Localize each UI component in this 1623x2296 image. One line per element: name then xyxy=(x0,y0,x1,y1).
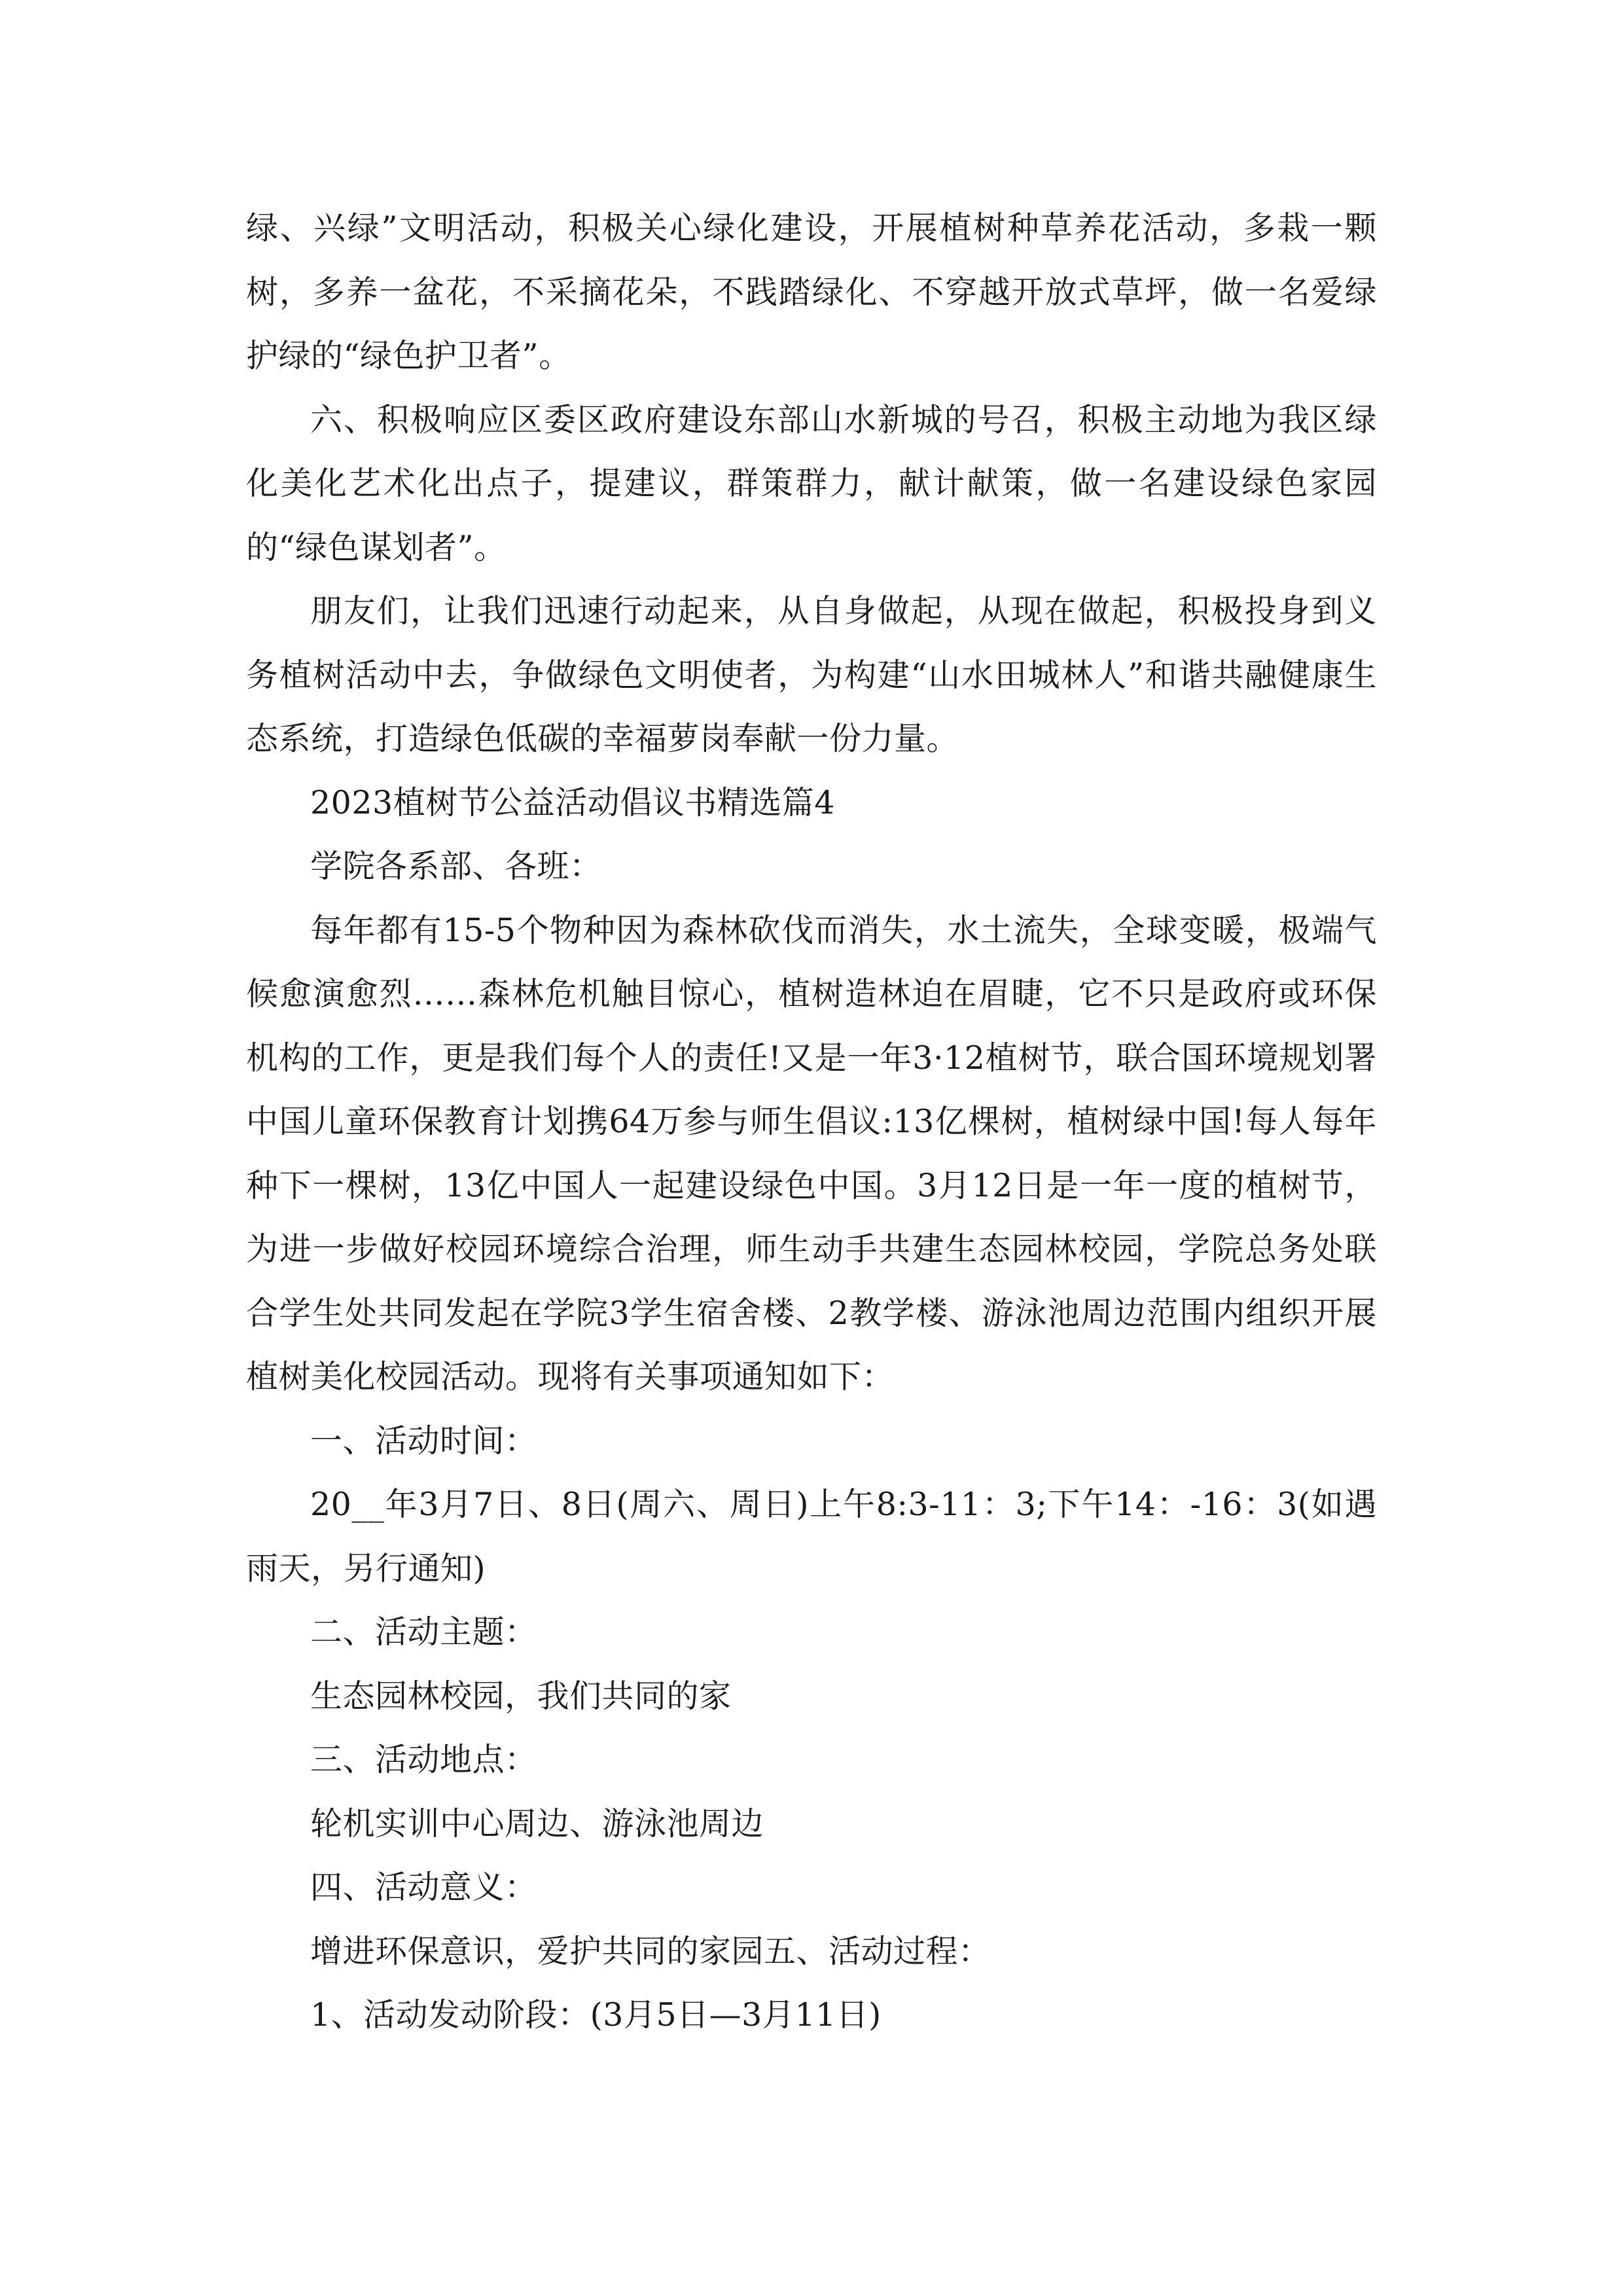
salutation: 学院各系部、各班： xyxy=(310,848,602,885)
section-heading: 2023植树节公益活动倡议书精选篇4 xyxy=(310,783,835,821)
paragraph-body: 每年都有15-5个物种因为森林砍伐而消失，水土流失，全球变暖，极端气候愈演愈烈……森林危机触目惊心，植树造林迫在眉睫，它不只是政府或环保机构的工作，更是我们每个人的责任!又是一年3·12植树节，联合国环境规划署中国儿童环保教育计划携64万参与师生倡议:13亿棵树，植树绿中国!每人每年种下一棵树，13亿中国人一起建设绿色中国。3月12日是一年一度的植树节，为进一步做好校园环境综合治理，师生动手共建生态园林校园，学院总务处联合学生处共同发起在学院3学生宿舍楼、2教学楼、游泳池周边范围内组织开展植树美化校园活动。现将有关事项通知如下： xyxy=(246,911,1377,1395)
item-value-time: 20__年3月7日、8日(周六、周日)上午8:3-11：3;下午14：-16：3(如遇雨天，另行通知) xyxy=(246,1486,1377,1587)
item-value-significance: 增进环保意识，爱护共同的家园五、活动过程： xyxy=(310,1932,991,1970)
document-page xyxy=(246,196,1377,2047)
item-value-location: 轮机实训中心周边、游泳池周边 xyxy=(310,1804,764,1842)
paragraph-2: 六、积极响应区委区政府建设东部山水新城的号召，积极主动地为我区绿化美化艺术化出点子，提建议，群策群力，献计献策，做一名建设绿色家园的“绿色谋划者”。 xyxy=(246,401,1377,566)
item-stage-1: 1、活动发动阶段：(3月5日—3月11日) xyxy=(310,1996,882,2034)
paragraph-1: 绿、兴绿”文明活动，积极关心绿化建设，开展植树种草养花活动，多栽一颗树，多养一盆花，不采摘花朵，不践踏绿化、不穿越开放式草坪，做一名爱绿护绿的“绿色护卫者”。 xyxy=(246,209,1377,374)
item-heading-time: 一、活动时间： xyxy=(310,1422,537,1460)
item-heading-significance: 四、活动意义： xyxy=(310,1869,537,1906)
item-value-theme: 生态园林校园，我们共同的家 xyxy=(310,1677,732,1715)
item-heading-theme: 二、活动主题： xyxy=(310,1613,537,1651)
paragraph-3: 朋友们，让我们迅速行动起来，从自身做起，从现在做起，积极投身到义务植树活动中去，争做绿色文明使者，为构建“山水田城林人”和谐共融健康生态系统，打造绿色低碳的幸福萝岗奉献一份力量。 xyxy=(246,592,1377,757)
item-heading-location: 三、活动地点： xyxy=(310,1741,537,1778)
